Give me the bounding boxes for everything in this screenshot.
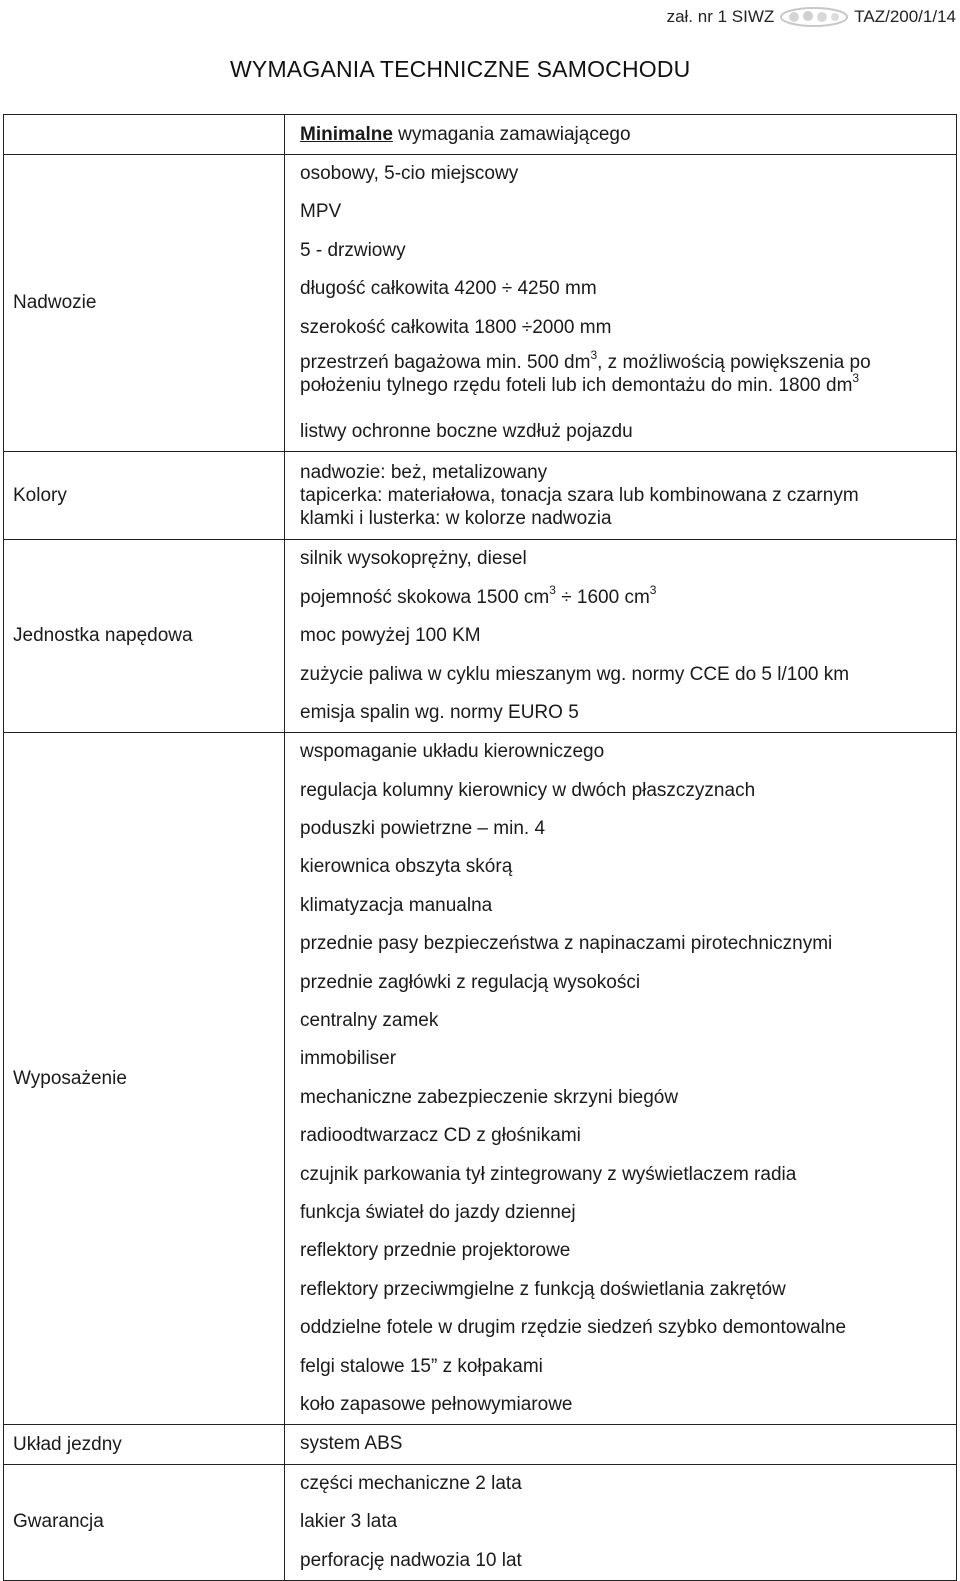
text-part: , z możliwością powiększenia po xyxy=(597,351,871,373)
list-item: immobiliser xyxy=(300,1048,397,1070)
list-item: poduszki powietrzne – min. 4 xyxy=(300,818,546,840)
text-part: położeniu tylnego rzędu foteli lub ich demontażu do min. 1800 dm xyxy=(300,374,853,396)
list-item: oddzielne fotele w drugim rzędzie siedzeń szybko demontowalne xyxy=(300,1317,847,1339)
case-number: TAZ/200/1/14 xyxy=(854,7,956,26)
document-reference xyxy=(667,6,956,28)
heading-emphasis: Minimalne xyxy=(300,123,393,145)
list-item: mechaniczne zabezpieczenie skrzyni biegów xyxy=(300,1086,679,1108)
list-item xyxy=(300,452,956,530)
list-item: silnik wysokoprężny, diesel xyxy=(300,548,527,570)
category-gwarancja: Gwarancja xyxy=(4,1464,285,1580)
list-item: koło zapasowe pełnowymiarowe xyxy=(300,1393,573,1415)
color-line: tapicerka: materiałowa, tonacja szara lub kombinowana z czarnym xyxy=(300,485,859,507)
table-row xyxy=(4,452,957,540)
color-line: klamki i lusterka: w kolorze nadwozia xyxy=(300,508,612,530)
attachment-label: zał. nr 1 SIWZ xyxy=(666,7,775,26)
list-item: czujnik parkowania tył zintegrowany z wyświetlaczem radia xyxy=(300,1163,797,1185)
category-empty-cell xyxy=(4,115,285,155)
list-item xyxy=(300,579,956,617)
requirements-kolory xyxy=(285,452,957,540)
list-item: regulacja kolumny kierownicy w dwóch płaszczyznach xyxy=(300,779,756,801)
list-item: lakier 3 lata xyxy=(300,1511,398,1533)
list-item: felgi stalowe 15” z kołpakami xyxy=(300,1355,543,1377)
logo-watermark-icon xyxy=(780,6,848,28)
table-header-row xyxy=(4,115,957,155)
list-item: centralny zamek xyxy=(300,1010,439,1032)
table-heading xyxy=(285,115,957,155)
list-item: wspomaganie układu kierowniczego xyxy=(300,741,605,763)
list-item: zużycie paliwa w cyklu mieszanym wg. normy CCE do 5 l/100 km xyxy=(300,663,850,685)
requirements-uklad-jezdny xyxy=(285,1425,957,1464)
category-jednostka: Jednostka napędowa xyxy=(4,540,285,733)
list-item: perforację nadwozia 10 lat xyxy=(300,1549,522,1571)
category-kolory: Kolory xyxy=(4,452,285,540)
list-item: reflektory przeciwmgielne z funkcją doświetlania zakrętów xyxy=(300,1278,786,1300)
list-item: funkcja świateł do jazdy dziennej xyxy=(300,1201,576,1223)
superscript: 3 xyxy=(549,582,556,597)
superscript: 3 xyxy=(852,370,860,385)
list-item xyxy=(300,347,956,413)
list-item: 5 - drzwiowy xyxy=(300,239,406,261)
table-row xyxy=(4,733,957,1425)
list-item: klimatyzacja manualna xyxy=(300,894,493,916)
list-item: reflektory przednie projektorowe xyxy=(300,1240,571,1262)
list-item: przednie pasy bezpieczeństwa z napinaczami pirotechnicznymi xyxy=(300,933,833,955)
list-item: MPV xyxy=(300,201,342,223)
list-item: szerokość całkowita 1800 ÷2000 mm xyxy=(300,316,612,338)
superscript: 3 xyxy=(590,347,598,362)
list-item: przednie zagłówki z regulacją wysokości xyxy=(300,971,641,993)
list-item: listwy ochronne boczne wzdłuż pojazdu xyxy=(300,420,633,442)
text-part: przestrzeń bagażowa min. 500 dm xyxy=(300,351,591,373)
table-row xyxy=(4,540,957,733)
requirements-wyposazenie xyxy=(285,733,957,1425)
superscript: 3 xyxy=(649,582,657,597)
heading-text: wymagania zamawiającego xyxy=(392,123,631,145)
category-uklad-jezdny: Układ jezdny xyxy=(4,1425,285,1464)
list-item: osobowy, 5-cio miejscowy xyxy=(300,163,519,184)
table-row xyxy=(4,155,957,452)
color-line: nadwozie: beż, metalizowany xyxy=(300,462,548,484)
text-part: pojemność skokowa 1500 cm xyxy=(300,586,550,608)
list-item: moc powyżej 100 KM xyxy=(300,625,481,647)
table-row xyxy=(4,1464,957,1580)
list-item: części mechaniczne 2 lata xyxy=(300,1472,522,1494)
requirements-jednostka xyxy=(285,540,957,733)
requirements-gwarancja xyxy=(285,1464,957,1580)
requirements-nadwozie xyxy=(285,155,957,452)
luggage-line-2 xyxy=(300,370,956,397)
page-title: WYMAGANIA TECHNICZNE SAMOCHODU xyxy=(230,56,691,82)
category-wyposazenie: Wyposażenie xyxy=(4,733,285,1425)
category-nadwozie: Nadwozie xyxy=(4,155,285,452)
list-item: emisja spalin wg. normy EURO 5 xyxy=(300,701,579,723)
list-item: system ABS xyxy=(300,1433,403,1455)
list-item: kierownica obszyta skórą xyxy=(300,856,513,878)
text-part: ÷ 1600 cm xyxy=(555,586,650,608)
table-row xyxy=(4,1425,957,1464)
requirements-table xyxy=(3,114,957,1581)
list-item: długość całkowita 4200 ÷ 4250 mm xyxy=(300,278,597,300)
list-item: radioodtwarzacz CD z głośnikami xyxy=(300,1125,581,1147)
